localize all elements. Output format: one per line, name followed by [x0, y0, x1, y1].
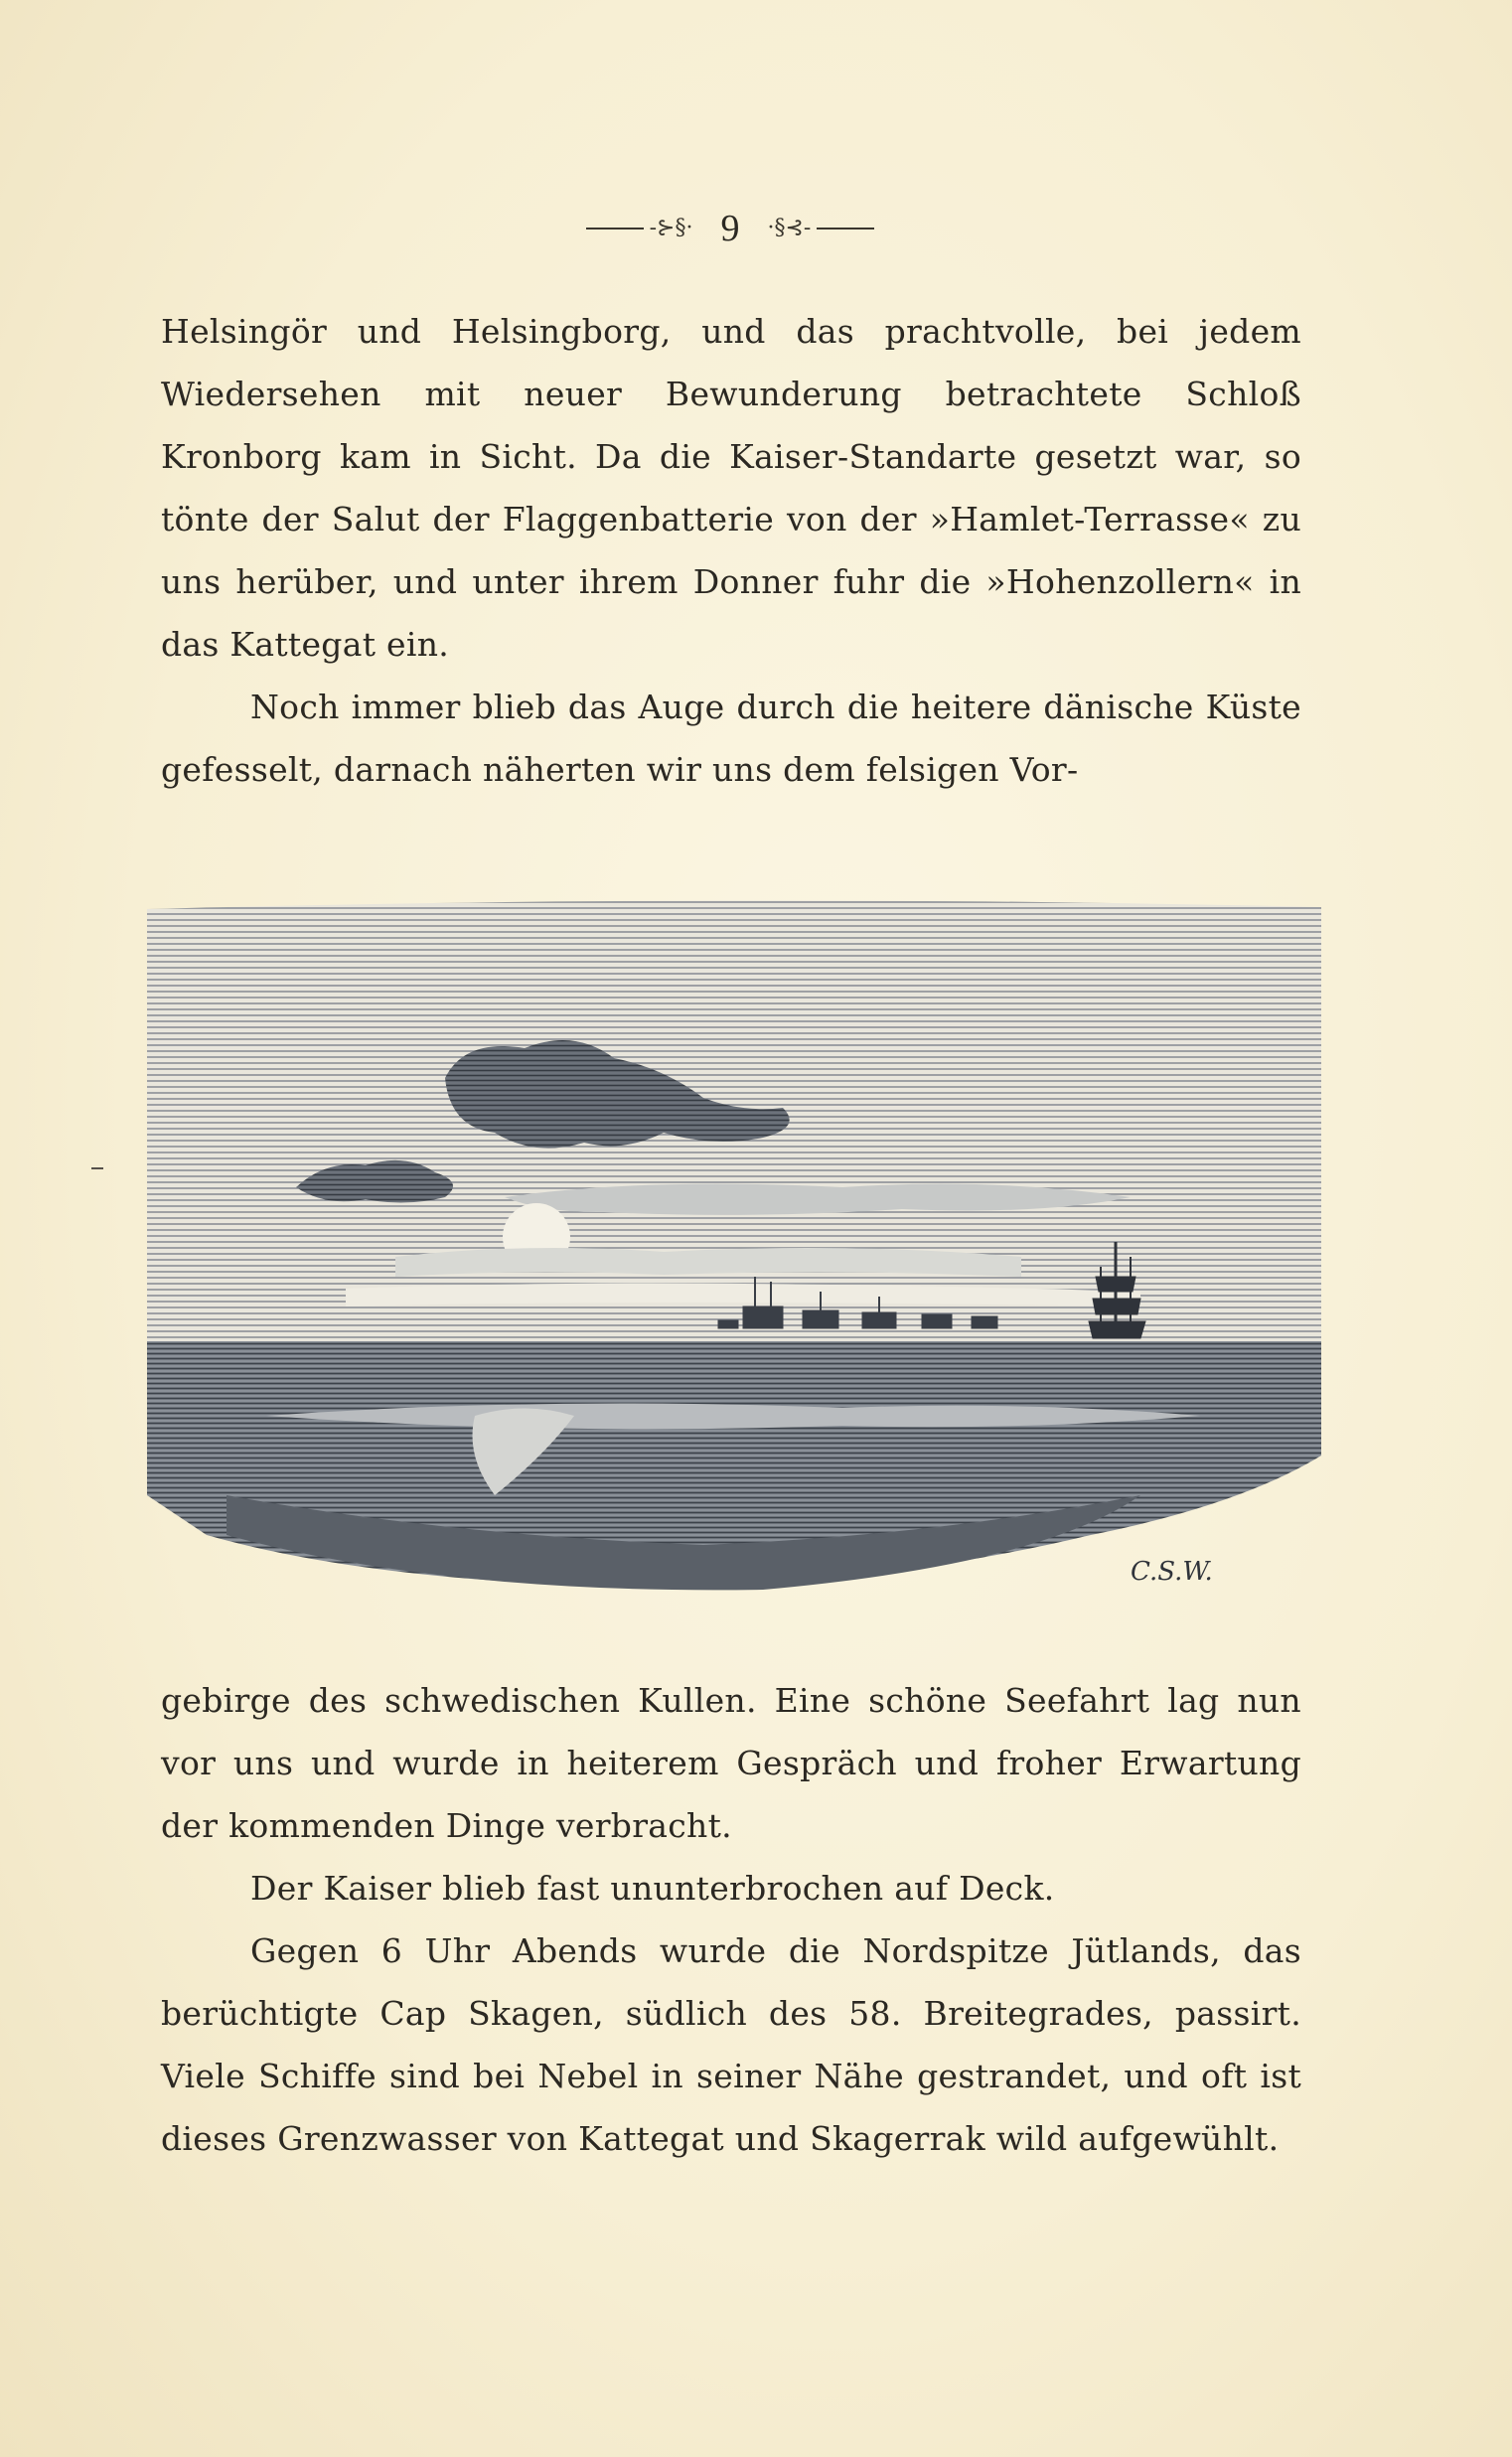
header-ornament-right: ·§⊰- [767, 216, 812, 240]
text-block-bottom [161, 1669, 1301, 2170]
page-number: 9 [720, 208, 740, 249]
paragraph: gebirge des schwedischen Kullen. Eine schöne Seefahrt lag nun vor uns und wurde in heiterem Gespräch und froher Erwartung der kommenden Dinge verbracht. [161, 1681, 1301, 1845]
text-block-top [161, 300, 1301, 801]
seascape-illustration [147, 899, 1321, 1614]
header-rule-left [586, 228, 644, 230]
paragraph: Gegen 6 Uhr Abends wurde die Nordspitze Jütlands, das berüchtigte Cap Skagen, südlich des 58. Breitegrades, passirt. Viele Schiffe sind bei Nebel in seiner Nähe gestrandet, und oft ist dieses Grenzwasser von Kattegat und Skagerrak wild aufgewühlt. [161, 1931, 1301, 2158]
artist-signature: C.S.W. [1131, 1557, 1213, 1587]
margin-mark [91, 1167, 103, 1169]
sun-clouds [395, 1248, 1021, 1277]
header-ornament-left: -⊱§· [649, 216, 693, 240]
paragraph: Noch immer blieb das Auge durch die heitere dänische Küste gefesselt, darnach näherten wir uns dem felsigen Vor- [161, 688, 1301, 789]
paragraph: Der Kaiser blieb fast ununterbrochen auf Deck. [250, 1869, 1055, 1908]
page-header [556, 204, 904, 253]
header-rule-right [817, 228, 874, 230]
seascape-engraving-svg [147, 899, 1321, 1614]
paragraph: Helsingör und Helsingborg, und das prachtvolle, bei jedem Wiedersehen mit neuer Bewunderung betrachtete Schloß Kronborg kam in Sicht. Da die Kaiser-Standarte gesetzt war, so tönte der Salut der Flaggenbatterie von der »Hamlet-Terrasse« zu uns herüber, und unter ihrem Donner fuhr die »Hohenzollern« in das Kattegat ein. [161, 312, 1301, 664]
